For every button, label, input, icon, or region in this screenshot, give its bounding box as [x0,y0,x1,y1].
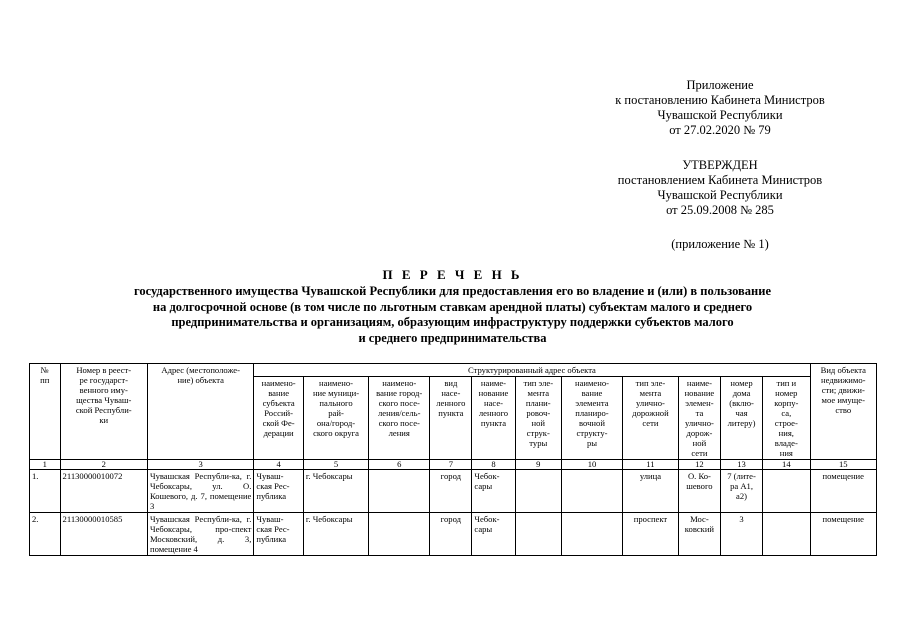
approved-line: постановлением Кабинета Министров [617,173,823,187]
house-number: 7 (лите- ра А1, а2) [720,470,762,513]
settlement-name [369,513,430,556]
plan-type [515,513,561,556]
building-number [763,513,810,556]
street-name: Мос- ковский [678,513,720,556]
column-number: 6 [369,460,430,470]
header-address: Адрес (местоположе- ние) объекта [147,364,253,460]
registry-number: 21130000010072 [60,470,147,513]
document-subtitle [60,284,845,346]
plan-name [561,513,622,556]
locality-name: Чебок- сары [472,470,515,513]
object-type: помещение [810,513,876,556]
header-settlement: наимено- вание город- ского посе- ления/сель- ского посе- ления [369,377,430,460]
subtitle-line: на долгосрочной основе (в том числе по льготным ставкам арендной платы) субъектам малого и среднего [152,299,753,314]
object-address: Чувашская Республи-ка, г. Чебоксары, ул. О. Кошевого, д. 7, помещение 3 [147,470,253,513]
annex-line: от 27.02.2020 № 79 [669,123,771,137]
table-row [30,513,877,556]
subtitle-line: предпринимательства и организациям, образующим инфраструктуру поддержки субъектов малого [171,315,734,329]
column-number: 1 [30,460,61,470]
header-num: № пп [30,364,61,460]
municipality-name: г. Чебоксары [303,470,368,513]
header-subject: наимено- вание субъекта Россий- ской Фе- дерации [254,377,304,460]
header-structured-address: Структурированный адрес объекта [254,364,810,377]
annex-reference [590,237,850,252]
header-house: номер дома (вклю- чая литеру) [720,377,762,460]
column-number: 3 [147,460,253,470]
locality-type: город [430,513,472,556]
column-number: 12 [678,460,720,470]
annex-block [590,78,850,138]
column-number: 9 [515,460,561,470]
locality-name: Чебок- сары [472,513,515,556]
row-number: 2. [30,513,61,556]
column-number: 14 [763,460,810,470]
table-header-row [30,364,877,377]
property-table [29,363,877,556]
annex-line: к постановлению Кабинета Министров [615,93,825,107]
column-number: 4 [254,460,304,470]
settlement-name [369,470,430,513]
street-type: улица [623,470,679,513]
column-number: 11 [623,460,679,470]
object-address: Чувашская Республи-ка, г. Чебоксары, про-спект Московский, д. 3, помещение 4 [147,513,253,556]
street-name: О. Ко- шевого [678,470,720,513]
approved-line: Чувашской Республики [657,188,783,202]
plan-type [515,470,561,513]
header-plan-type: тип эле- мента плани- ровоч- ной струк- туры [515,377,561,460]
approved-line: от 25.09.2008 № 285 [666,203,774,217]
subtitle-line: государственного имущества Чувашской Республики для предоставления его во владение и (или) в пользование [133,284,772,298]
column-number: 13 [720,460,762,470]
header-locality-name: наиме- нование насе- ленного пункта [472,377,515,460]
object-type: помещение [810,470,876,513]
header-street-type: тип эле- мента улично- дорожной сети [623,377,679,460]
house-number: 3 [720,513,762,556]
column-number: 8 [472,460,515,470]
locality-type: город [430,470,472,513]
header-locality-type: вид насе- ленного пункта [430,377,472,460]
column-number: 10 [561,460,622,470]
column-number: 7 [430,460,472,470]
subject-name: Чуваш- ская Рес- публика [254,470,304,513]
document-title: П Е Р Е Ч Е Н Ь [382,267,523,282]
annex-line: Приложение [686,78,754,92]
annex-reference-text: (приложение № 1) [671,237,769,251]
annex-line: Чувашской Республики [657,108,783,122]
header-object-type: Вид объекта недвижимо- сти; движи- мое имуще- ство [810,364,876,460]
approved-line: УТВЕРЖДЕН [682,158,758,172]
building-number [763,470,810,513]
subject-name: Чуваш- ская Рес- публика [254,513,304,556]
street-type: проспект [623,513,679,556]
plan-name [561,470,622,513]
header-registry: Номер в реест- ре государст- венного иму- щества Чуваш- ской Республи- ки [60,364,147,460]
subtitle-line: и среднего предпринимательства [358,330,547,345]
column-numbers-row [30,460,877,470]
column-number: 5 [303,460,368,470]
column-number: 2 [60,460,147,470]
registry-number: 21130000010585 [60,513,147,556]
header-municipality: наимено- ние муници- пального рай- она/город- ского округа [303,377,368,460]
header-building: тип и номер корпу- са, строе- ния, владе- ния [763,377,810,460]
municipality-name: г. Чебоксары [303,513,368,556]
column-number: 15 [810,460,876,470]
row-number: 1. [30,470,61,513]
approved-block [590,158,850,218]
header-street-name: наиме- нование элемен- та улично- дорож- ной сети [678,377,720,460]
table-row [30,470,877,513]
header-plan-name: наимено- вание элемента планиро- вочной структу- ры [561,377,622,460]
